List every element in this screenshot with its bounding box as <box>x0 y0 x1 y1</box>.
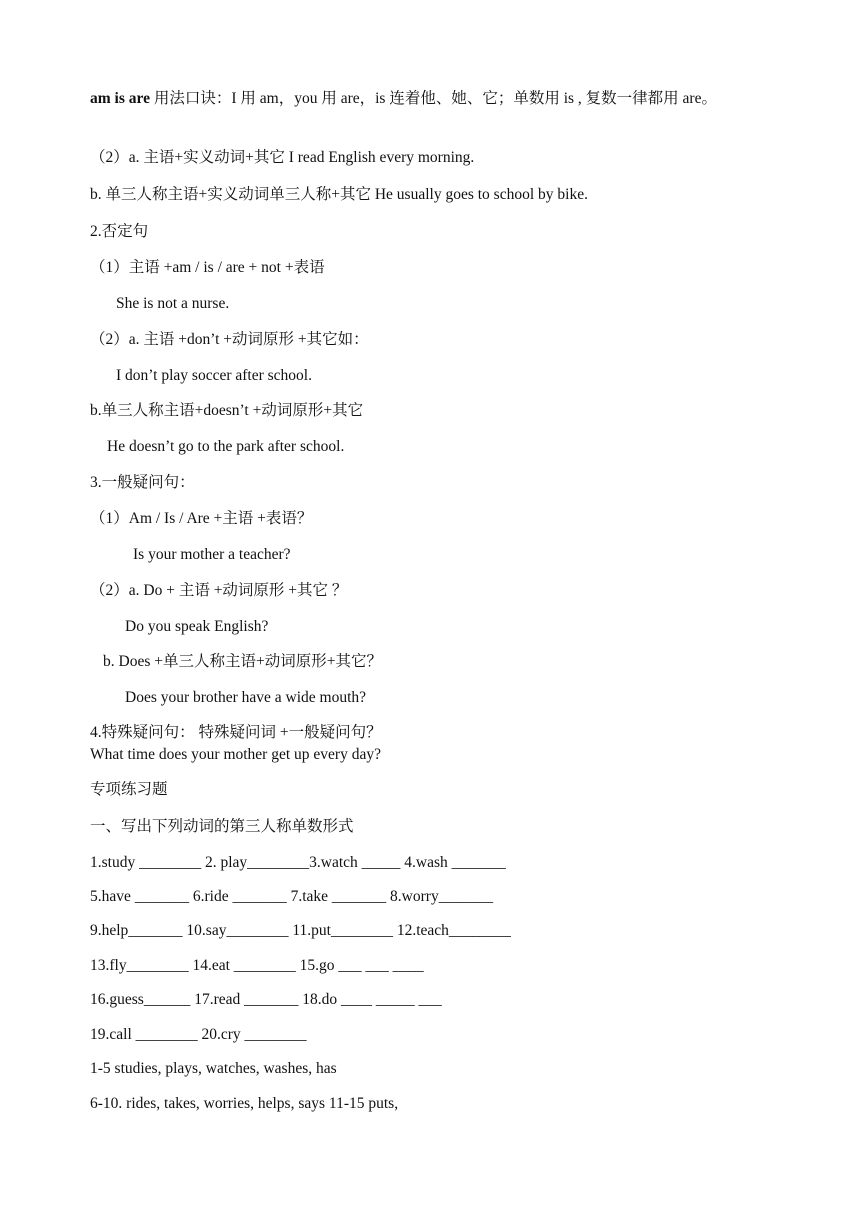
negative-example-1: She is not a nurse. <box>116 295 230 312</box>
affirmative-rule-2b: b. 单三人称主语+实义动词单三人称+其它 He usually goes to school by bike. <box>90 186 588 203</box>
answer-key-6-15: 6-10. rides, takes, worries, helps, says 11-15 puts, <box>90 1095 399 1112</box>
question-rule-2b: b. Does +单三人称主语+动词原形+其它？ <box>103 653 382 670</box>
negative-rule-2a: （2）a. 主语 +don’t +动词原形 +其它如： <box>90 331 369 348</box>
affirmative-rule-2a: （2）a. 主语+实义动词+其它 I read English every morning. <box>90 149 475 166</box>
exercise-1-instruction: 一、写出下列动词的第三人称单数形式 <box>90 818 354 835</box>
exercise-row-4: 13.fly________ 14.eat ________ 15.go ___ ___ ____ <box>90 957 424 974</box>
section-yes-no-question-heading: 3.一般疑问句： <box>90 474 195 491</box>
section-negative-heading: 2.否定句 <box>90 223 149 240</box>
am-is-are-rule <box>90 88 740 110</box>
wh-question-rule: 4.特殊疑问句： 特殊疑问词 +一般疑问句？ <box>90 724 382 741</box>
exercises-heading: 专项练习题 <box>90 781 168 798</box>
exercise-row-3: 9.help_______ 10.say________ 11.put________ 12.teach________ <box>90 922 511 939</box>
answer-key-1-5: 1-5 studies, plays, watches, washes, has <box>90 1060 337 1077</box>
wh-question-example: What time does your mother get up every day? <box>90 746 381 763</box>
question-rule-1: （1）Am / Is / Are +主语 +表语？ <box>90 510 313 527</box>
negative-rule-1: （1）主语 +am / is / are + not +表语 <box>90 259 325 276</box>
question-example-1: Is your mother a teacher? <box>133 546 291 563</box>
exercise-row-1: 1.study ________ 2. play________3.watch _____ 4.wash _______ <box>90 854 506 871</box>
question-example-2b: Does your brother have a wide mouth? <box>125 689 367 706</box>
question-example-2a: Do you speak English? <box>125 618 269 635</box>
negative-example-2b: He doesn’t go to the park after school. <box>107 438 345 455</box>
exercise-row-6: 19.call ________ 20.cry ________ <box>90 1026 307 1043</box>
am-is-are-rhyme: 用法口诀：I 用 am，you 用 are，is 连着他、她、它；单数用 is , 复数一律都用 are。 <box>149 90 717 107</box>
exercise-row-2: 5.have _______ 6.ride _______ 7.take _______ 8.worry_______ <box>90 888 493 905</box>
negative-rule-2b: b.单三人称主语+doesn’t +动词原形+其它 <box>90 402 364 419</box>
question-rule-2a: （2）a. Do + 主语 +动词原形 +其它 ？ <box>90 582 348 599</box>
negative-example-2a: I don’t play soccer after school. <box>116 367 312 384</box>
exercise-row-5: 16.guess______ 17.read _______ 18.do ____ _____ ___ <box>90 991 442 1008</box>
am-is-are-term: am is are <box>90 90 150 107</box>
